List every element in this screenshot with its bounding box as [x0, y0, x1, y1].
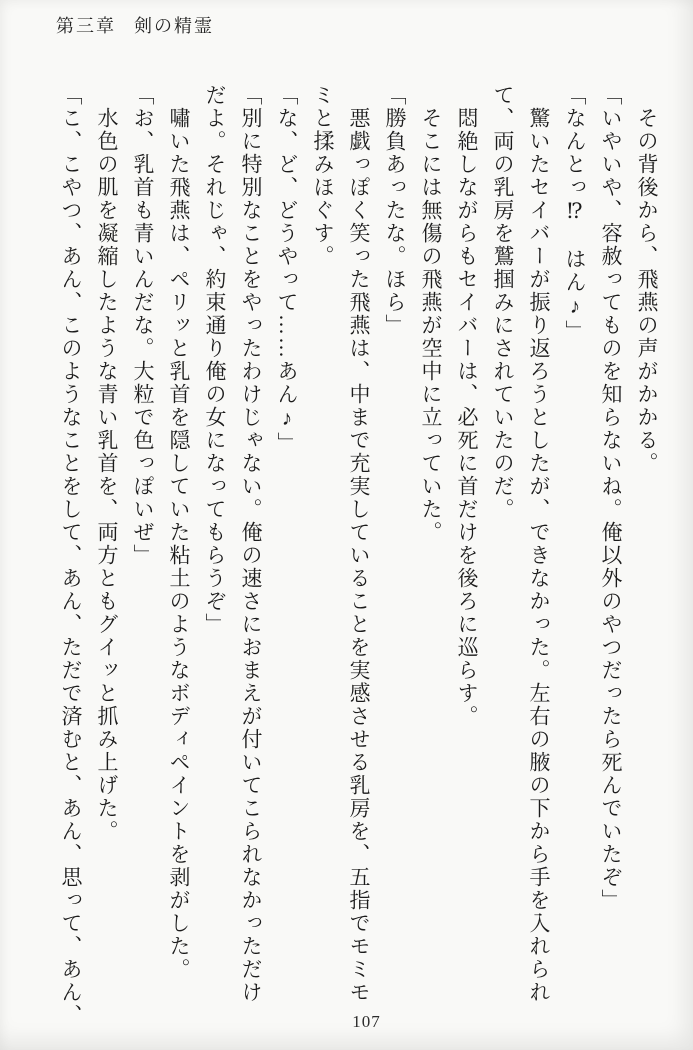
text-column: 「なんとっ⁉ はん♪」 [563, 84, 587, 343]
text-column: その背後から、飛燕の声がかかる。 [635, 107, 659, 475]
text-column: 「な、ど、どうやって……あん♪」 [275, 84, 299, 455]
chapter-header [56, 12, 214, 38]
text-column: 「別に特別なことをやったわけじゃない。俺の速さにおまえが付いてこられなかっただけ [239, 84, 263, 1004]
text-column: 嘯いた飛燕は、ペリッと乳首を隠していた粘土のようなボディペイントを剥がした。 [167, 107, 191, 981]
text-column: 「勝負あったな。ほら」 [383, 84, 407, 337]
text-column: 驚いたセイバーが振り返ろうとしたが、できなかった。左右の腋の下から手を入れられ [527, 107, 551, 1004]
text-column: 悪戯っぽく笑った飛燕は、中まで充実していることを実感させる乳房を、五指でモミモ [347, 107, 371, 1004]
text-column: て、両の乳房を鷲掴みにされていたのだ。 [491, 84, 515, 521]
page-number: 107 [352, 1012, 381, 1031]
chapter-title: 剣の精霊 [134, 16, 214, 36]
text-column: 悶絶しながらもセイバーは、必死に首だけを後ろに巡らす。 [455, 107, 479, 728]
text-column: 水色の肌を凝縮したような青い乳首を、両方ともグイッと抓み上げた。 [95, 107, 119, 843]
body-text [53, 84, 665, 1029]
chapter-number: 第三章 [56, 16, 116, 36]
text-column: 「お、乳首も青いんだな。大粒で色っぽいぜ」 [131, 84, 155, 567]
text-column: そこには無傷の飛燕が空中に立っていた。 [419, 107, 443, 544]
text-column: 「いやいや、容赦ってものを知らないね。俺以外のやつだったら死んでいたぞ」 [599, 84, 623, 912]
text-column: 「こ、こやつ、あん、このようなことをして、あん、ただで済むと、あん、思って、あん、 [59, 84, 83, 1027]
text-column: ミと揉みほぐす。 [311, 84, 335, 268]
text-column: だよ。それじゃ、約束通り俺の女になってもらうぞ」 [203, 84, 227, 636]
